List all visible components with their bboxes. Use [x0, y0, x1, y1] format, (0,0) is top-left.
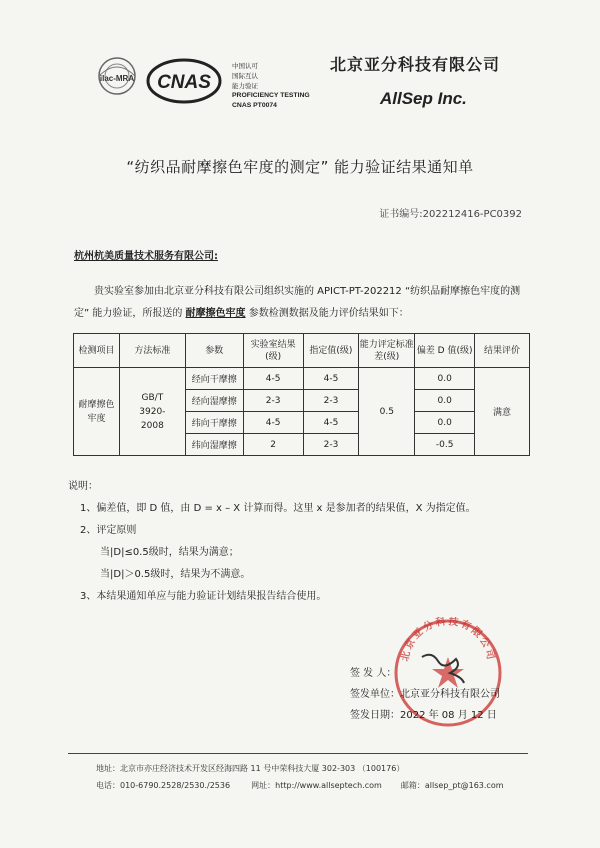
notes-heading: 说明： — [68, 481, 98, 492]
table-header: 结果评价 — [475, 334, 530, 368]
issuing-unit-value: 北京亚分科技有限公司 — [400, 689, 500, 700]
lab-result-cell: 2 — [243, 434, 303, 456]
document-title: “纺织品耐摩擦色牢度的测定” 能力验证结果通知单 — [126, 158, 474, 176]
cnas-line: 国际互认 — [232, 72, 258, 80]
signer-label: 签 发 人： — [350, 668, 397, 679]
deviation-cell: -0.5 — [415, 434, 475, 456]
seal-text: 北京亚分科技有限公司 — [399, 617, 497, 663]
note-item: 2、评定原则 — [80, 525, 137, 536]
cnas-line: CNAS PT0074 — [232, 102, 277, 109]
param-cell: 纬向干摩擦 — [185, 412, 243, 434]
table-header: 检测项目 — [74, 334, 120, 368]
table-header: 方法标准 — [119, 334, 185, 368]
cnas-logo-text: CNAS — [157, 72, 211, 93]
note-item: 1、偏差值，即 D 值，由 D = x – X 计算而得。这里 x 是参加者的结果值，X 为指定值。 — [80, 503, 476, 514]
intro-text: 贵实验室参加由北京亚分科技有限公司组织实施的 APICT-PT-202212 “纺织品耐摩擦色牢度的测定” 能力验证，所报送的 — [74, 286, 521, 319]
footer-address: 地址：北京市亦庄经济技术开发区经海四路 11 号中荣科技大厦 302-303 （100176） — [96, 764, 405, 773]
footer — [96, 760, 504, 794]
deviation-cell: 0.0 — [415, 412, 475, 434]
std-dev-cell: 0.5 — [359, 368, 415, 456]
notes-section — [68, 476, 476, 608]
issuing-unit-label: 签发单位： — [350, 689, 400, 700]
param-cell: 经向干摩擦 — [185, 368, 243, 390]
cnas-line: PROFICIENCY TESTING — [232, 92, 310, 99]
signature-block — [350, 663, 500, 726]
param-cell: 纬向湿摩擦 — [185, 434, 243, 456]
company-name-en: AllSep Inc. — [380, 89, 467, 108]
deviation-cell: 0.0 — [415, 368, 475, 390]
note-item: 3、本结果通知单应与能力验证计划结果报告结合使用。 — [80, 591, 327, 602]
cnas-accreditation-text — [232, 61, 310, 111]
addressee: 杭州杭美质量技术服务有限公司: — [74, 251, 218, 262]
lab-result-cell: 4-5 — [243, 368, 303, 390]
footer-divider — [68, 753, 528, 754]
lab-result-cell: 2-3 — [243, 390, 303, 412]
intro-text: 参数检测数据及能力评价结果如下： — [245, 308, 409, 319]
ilac-mra-logo — [92, 54, 142, 102]
footer-phone: 电话：010-6790.2528/2530./2536 — [96, 781, 231, 790]
table-header: 实验室结果(级) — [243, 334, 303, 368]
deviation-cell: 0.0 — [415, 390, 475, 412]
table-row — [74, 368, 530, 390]
assigned-value-cell: 4-5 — [303, 412, 359, 434]
footer-website: 网址：http://www.allseptech.com — [251, 781, 382, 790]
table-header-row — [74, 334, 530, 368]
cnas-logo — [146, 58, 222, 104]
issue-date-label: 签发日期： — [350, 710, 400, 721]
table-header: 偏差 D 值(级) — [415, 334, 475, 368]
footer-email: 邮箱：allsep_pt@163.com — [400, 781, 504, 790]
note-subitem: 当|D|＞0.5级时，结果为不满意。 — [100, 569, 251, 580]
evaluation-cell: 满意 — [475, 368, 530, 456]
company-name-cn: 北京亚分科技有限公司 — [329, 55, 500, 74]
assigned-value-cell: 2-3 — [303, 390, 359, 412]
ilac-logo-text: ilac-MRA — [99, 74, 135, 83]
table-header: 参数 — [185, 334, 243, 368]
table-header: 指定值(级) — [303, 334, 359, 368]
cnas-line: 能力验证 — [232, 82, 258, 90]
assigned-value-cell: 2-3 — [303, 434, 359, 456]
results-table — [73, 333, 530, 456]
note-subitem: 当|D|≤0.5级时，结果为满意； — [100, 547, 239, 558]
assigned-value-cell: 4-5 — [303, 368, 359, 390]
issue-date-value: 2022 年 08 月 12 日 — [400, 710, 497, 721]
certificate-number: 证书编号:202212416-PC0392 — [379, 209, 522, 220]
test-item-cell: 耐摩擦色牢度 — [74, 368, 120, 456]
method-cell: GB/T 3920-2008 — [119, 368, 185, 456]
intro-paragraph — [74, 281, 529, 325]
cnas-line: 中国认可 — [232, 62, 258, 70]
svg-text:北京亚分科技有限公司 — [399, 617, 498, 662]
intro-parameter: 耐摩擦色牢度 — [185, 308, 246, 319]
table-header: 能力评定标准差(级) — [359, 334, 415, 368]
lab-result-cell: 4-5 — [243, 412, 303, 434]
param-cell: 经向湿摩擦 — [185, 390, 243, 412]
